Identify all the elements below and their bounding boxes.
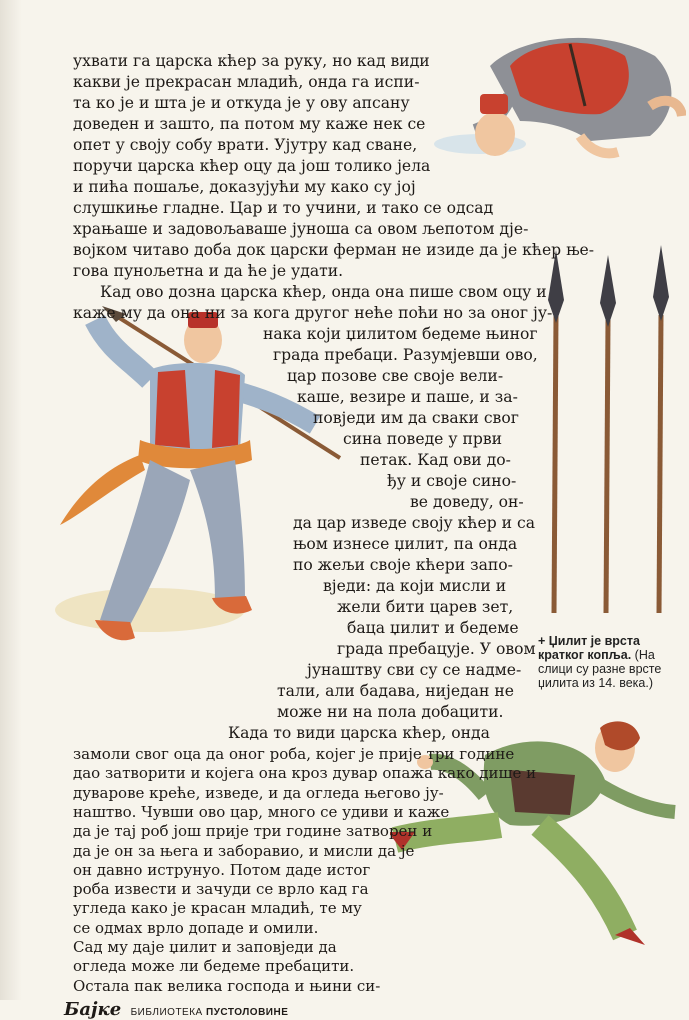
body-text-line: опет у своју собу врати. Ујутру кад сване, [73,136,418,154]
body-text-line: по жељи своје кћери запо- [293,556,513,574]
footer-series-prefix: БИБЛИОТЕКА [130,1006,203,1018]
body-text-line: цар позове све своје вели- [287,367,504,385]
body-text-line: ве доведу, он- [410,493,524,511]
body-text-line: војком читаво доба док царски ферман не изиде да је кћер ње- [73,241,595,259]
caption-note: (На слици су разне врсте џилита из 14. века.) [538,648,662,690]
body-text-line: баца џилит и бедеме [347,619,519,637]
body-text-line: ђу и своје сино- [387,472,517,490]
body-text-line: да је тај роб још прије три године затворен и [73,822,433,841]
body-text-line: јунаштву сви су се надме- [307,661,522,679]
body-text-line: Остала пак велика господа и њини си- [73,976,381,995]
body-text-line: петак. Кад ови до- [360,451,511,469]
spear-caption [538,634,678,690]
body-text-line: вједи: да који мисли и [323,577,507,595]
body-text-line: Сад му даје џилит и заповједи да [73,938,337,956]
spears-illustration [540,245,680,620]
body-text-line: поручи царска кћер оцу да још толико јела [73,157,431,175]
body-text-line: доведен и зашто, па потом му каже нек се [73,115,426,133]
body-text-line: слушкиње гладне. Цар и то учини, и тако се одсад [73,199,494,217]
body-text-line: се одмах врло допаде и омили. [73,918,319,937]
drinking-man-illustration [420,26,686,176]
footer-series-name: ПУСТОЛОВИНЕ [206,1006,289,1018]
body-text-line: Кад ово дозна царска кћер, онда она пише свом оцу и [100,283,547,301]
page-footer [64,999,288,1020]
body-text-line: та ко је и шта је и откуда је у ову апсану [73,94,410,112]
body-text-line: дао затворити и којега она кроз дувар опажа како дише и [73,764,537,783]
body-text-line: сина поведе у први [343,430,503,448]
body-text-line: може ни на пола добацити. [277,703,504,721]
body-text-line: града пребаци. Разумјевши ово, [273,346,538,364]
body-text-line: нака који џилитом бедеме њиног [263,325,538,343]
body-text-line: оглeда може ли бедеме пребацити. [73,957,355,976]
body-text-line: да је он за њега и заборавио, и мисли да је [73,841,415,860]
body-text-line: каше, везире и паше, и за- [297,388,518,406]
body-text-line: роба извести и зачуди се врло кад га [73,880,369,899]
body-text-line: ухвати га царска кћер за руку, но кад види [73,52,430,70]
body-text-line: тали, али бадава, ниједан не [277,682,514,700]
caption-bullet: + [538,634,546,648]
body-text-line: какви је прекрасан младић, онда га испи- [73,73,420,91]
footer-brand: Бајке [64,998,122,1020]
body-text-line: дуварове креће, изведе, и да огледа његово ју- [73,783,444,802]
caption-term: Џилит је врста кратког копља. [538,634,640,662]
page-edge-shadow [0,0,22,1000]
body-text-line: он давно иструнуо. Потом даде истог [73,860,371,879]
body-text-line: Када то види царска кћер, онда [228,724,490,742]
body-text-line: угледа како је красан младић, те му [73,899,362,918]
body-text-line: и пића пошаље, доказујући му како су јој [73,178,416,196]
body-text-line: града пребацује. У овом [337,640,536,658]
body-text-line: замоли свог оца да оног роба, којег је прије три године [73,745,515,763]
body-text-line: жели бити царев зет, [337,598,514,616]
body-text-line: њом изнесе џилит, па онда [293,535,518,553]
body-text-line: наштво. Чувши ово цар, много се удиви и каже [73,802,450,821]
footer-series [131,1007,289,1018]
body-text-line: повједи им да сваки свог [313,409,519,427]
body-text-line: да цар изведе своју кћер и са [293,514,536,532]
body-text-line: гова пунољетна и да ће је удати. [73,262,344,280]
body-text-line: храњаше и задовољаваше јуноша са овом љепотом дје- [73,220,529,238]
body-text-line: каже му да она ни за кога другог неће поћи но за оног ју- [73,304,553,322]
